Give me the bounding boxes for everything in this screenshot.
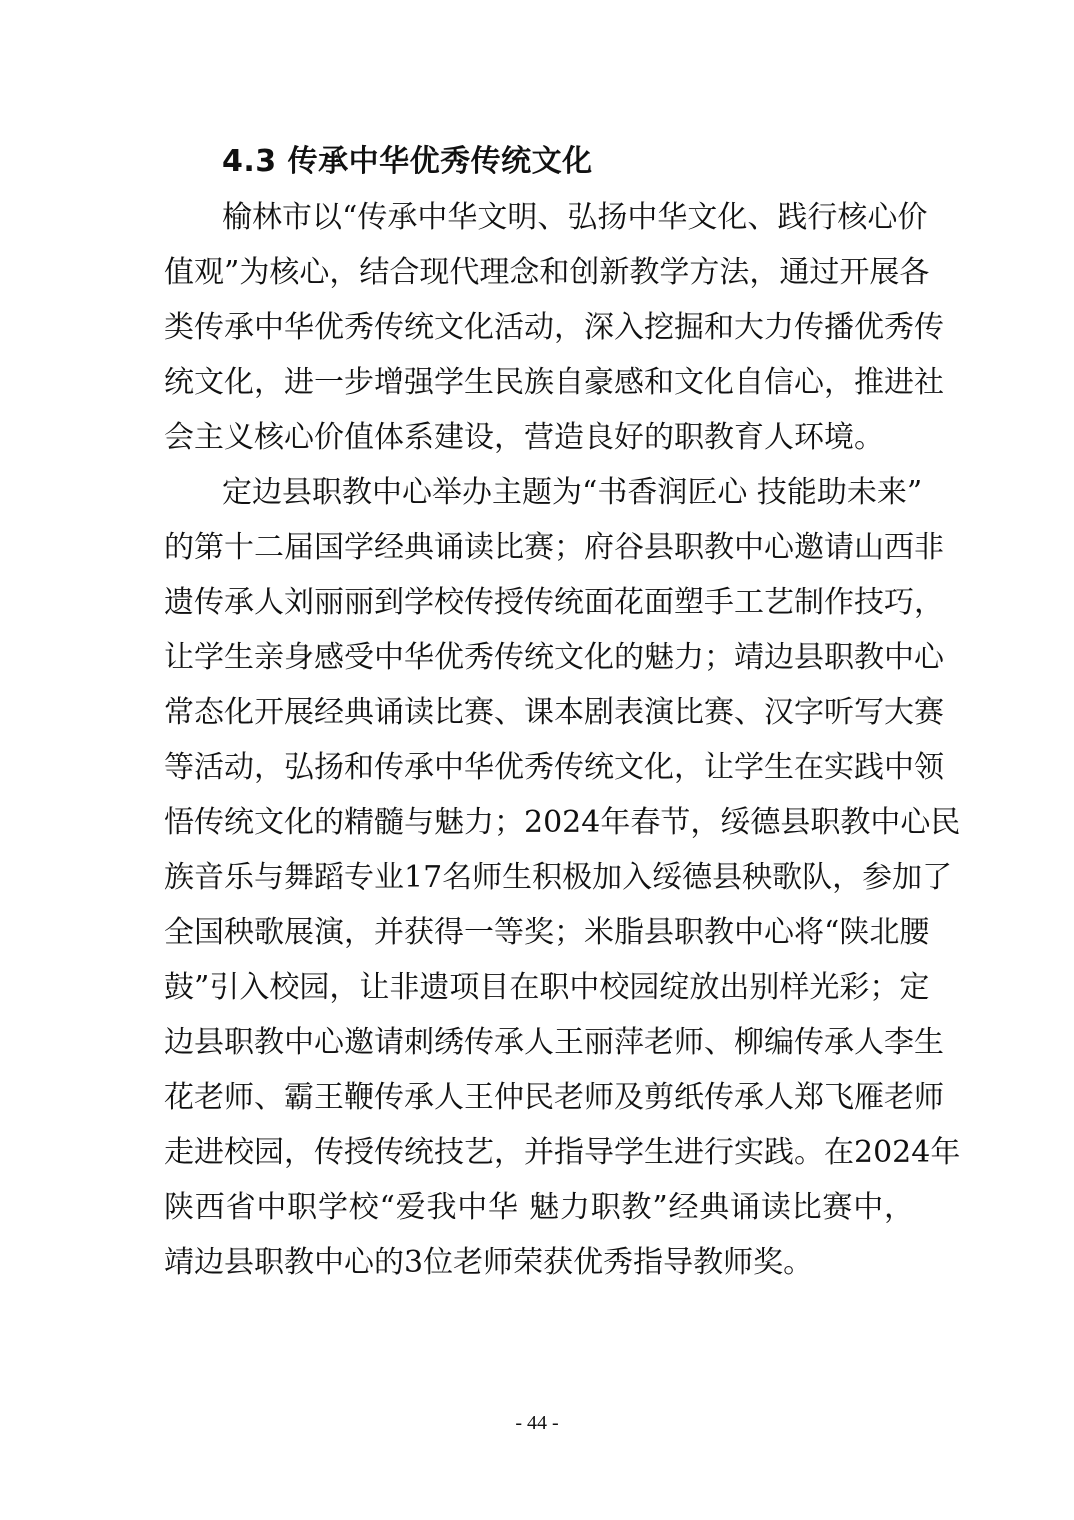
page-number: - 44 - <box>515 1412 559 1434</box>
text-line: 悟传统文化的精髓与魅力；2024年春节，绥德县职教中心民 <box>164 805 961 840</box>
text-line: 族音乐与舞蹈专业17名师生积极加入绥德县秧歌队，参加了 <box>164 860 953 895</box>
text-line: 的第十二届国学经典诵读比赛；府谷县职教中心邀请山西非 <box>164 530 944 565</box>
text-line: 鼓”引入校园，让非遗项目在职中校园绽放出别样光彩；定 <box>164 970 930 1005</box>
text-line: 类传承中华优秀传统文化活动，深入挖掘和大力传播优秀传 <box>164 310 944 345</box>
text-line: 遗传承人刘丽丽到学校传授传统面花面塑手工艺制作技巧， <box>164 585 944 620</box>
document-body <box>164 190 961 1290</box>
text-line: 走进校园，传授传统技艺，并指导学生进行实践。在2024年 <box>164 1135 961 1170</box>
text-line: 定边县职教中心举办主题为“书香润匠心 技能助未来” <box>222 475 923 510</box>
text-line: 陕西省中职学校“爱我中华 魅力职教”经典诵读比赛中， <box>164 1190 914 1225</box>
text-line: 让学生亲身感受中华优秀传统文化的魅力；靖边县职教中心 <box>164 640 944 675</box>
text-line: 常态化开展经典诵读比赛、课本剧表演比赛、汉字听写大赛 <box>164 695 944 730</box>
text-line: 值观”为核心，结合现代理念和创新教学方法，通过开展各 <box>164 255 930 290</box>
text-line: 榆林市以“传承中华文明、弘扬中华文化、践行核心价 <box>222 200 928 235</box>
paragraph-2 <box>164 465 961 1290</box>
text-line: 会主义核心价值体系建设，营造良好的职教育人环境。 <box>164 420 884 455</box>
text-line: 靖边县职教中心的3位老师荣获优秀指导教师奖。 <box>164 1245 814 1280</box>
text-line: 全国秧歌展演，并获得一等奖；米脂县职教中心将“陕北腰 <box>164 915 930 950</box>
text-line: 等活动，弘扬和传承中华优秀传统文化，让学生在实践中领 <box>164 750 944 785</box>
section-heading: 4.3 传承中华优秀传统文化 <box>222 144 593 179</box>
text-line: 统文化，进一步增强学生民族自豪感和文化自信心，推进社 <box>164 365 944 400</box>
paragraph-1 <box>164 190 944 465</box>
text-line: 花老师、霸王鞭传承人王仲民老师及剪纸传承人郑飞雁老师 <box>164 1080 944 1115</box>
text-line: 边县职教中心邀请刺绣传承人王丽萍老师、柳编传承人李生 <box>164 1025 944 1060</box>
